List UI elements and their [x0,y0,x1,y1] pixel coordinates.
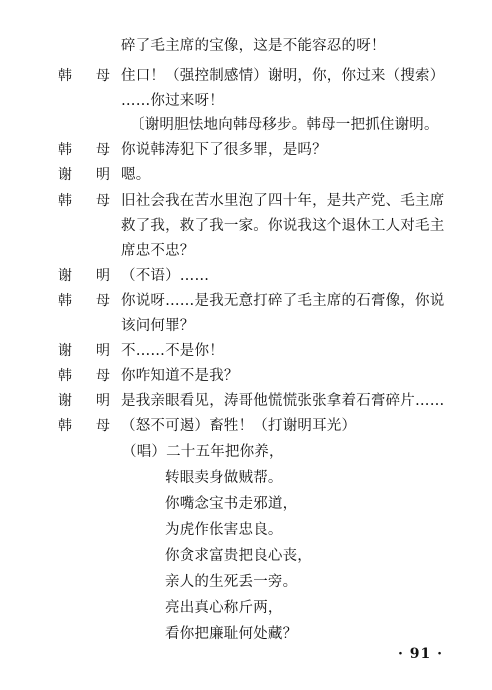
dialogue-text: 你贪求富贵把良心丧， [165,548,312,564]
script-line [0,314,492,338]
script-line [0,622,492,646]
dialogue-text: ……你过来呀！ [121,93,224,109]
speaker-name: 韩 母 [58,193,110,209]
dialogue-text: 嗯。 [121,167,151,183]
script-line [0,492,492,516]
dialogue-text: 亮出真心称斤两， [165,600,283,616]
dialogue-text: 为虎作伥害忠良。 [165,522,283,538]
dialogue-text: 该问何罪？ [121,318,195,334]
script-line [0,389,492,413]
script-line [0,189,492,213]
dialogue-text: 转眼卖身做贼帮。 [165,470,283,486]
script-line [0,138,492,162]
script-line [0,163,492,187]
script-line [0,89,492,113]
script-line [0,570,492,594]
script-line [0,214,492,238]
script-line [0,113,492,137]
dialogue-text: 旧社会我在苦水里泡了四十年，是共产党、毛主席 [121,193,445,209]
script-line [0,239,492,263]
script-line [0,364,492,388]
speaker-name: 谢 明 [58,343,110,359]
script-line [0,289,492,313]
script-line [0,64,492,88]
dialogue-text: 你嘴念宝书走邪道， [165,496,298,512]
dialogue-text: 住口！（强控制感情）谢明，你，你过来（搜索） [121,68,445,84]
dialogue-text: 亲人的生死丢一旁。 [165,574,298,590]
dialogue-text: 看你把廉耻何处藏？ [165,626,298,642]
dialogue-text: 救了我，救了我一家。你说我这个退休工人对毛主 [121,218,445,234]
script-line [0,596,492,620]
speaker-name: 韩 母 [58,142,110,158]
speaker-name: 韩 母 [58,368,110,384]
dialogue-text: 你咋知道不是我？ [121,368,239,384]
page-number: · 91 · [398,646,443,662]
speaker-name: 谢 明 [58,268,110,284]
dialogue-text: （唱）二十五年把你养， [122,444,284,460]
dialogue-text: （怒不可遏）畜牲！（打谢明耳光） [121,418,357,434]
dialogue-text: 你说呀……是我无意打碎了毛主席的石膏像，你说 [121,293,445,309]
speaker-name: 韩 母 [58,418,110,434]
speaker-name: 谢 明 [58,393,110,409]
script-line [0,440,492,464]
dialogue-text: 是我亲眼看见，涛哥他慌慌张张拿着石膏碎片…… [121,393,445,409]
dialogue-text: 你说韩涛犯下了很多罪，是吗？ [121,142,327,158]
dialogue-text: 〔谢明胆怯地向韩母移步。韩母一把抓住谢明。 [130,117,439,133]
speaker-name: 韩 母 [58,293,110,309]
script-line [0,339,492,363]
script-line [0,466,492,490]
speaker-name: 韩 母 [58,68,110,84]
script-line [0,414,492,438]
script-line [0,518,492,542]
speaker-name: 谢 明 [58,167,110,183]
script-line [0,34,492,58]
dialogue-text: 碎了毛主席的宝像，这是不能容忍的呀！ [121,38,386,54]
script-line [0,264,492,288]
dialogue-text: 不……不是你！ [121,343,224,359]
dialogue-text: 席忠不忠？ [121,243,195,259]
dialogue-text: （不语）…… [121,268,210,284]
script-line [0,544,492,568]
